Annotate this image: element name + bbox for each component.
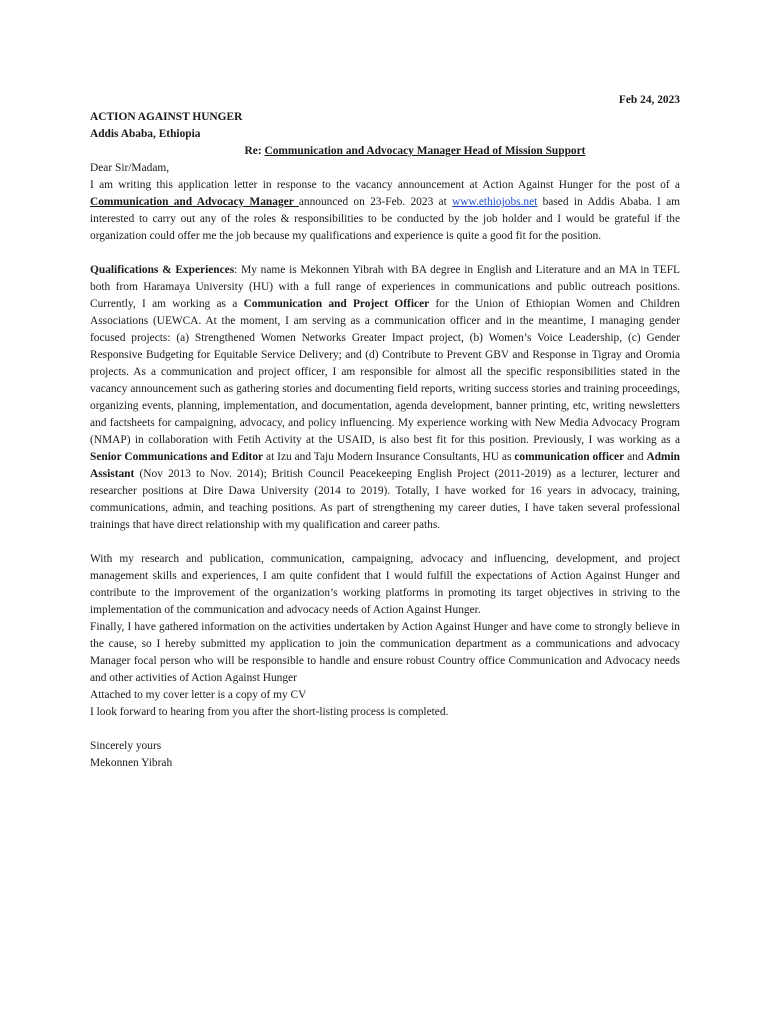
paragraph-skills: With my research and publication, communication, campaigning, advocacy and influencing, development, and project management skills and experiences, I am quite confident that I would fulfill the expectations of Action Against Hunger and contribute to the improvement of the organization’s working platforms in promoting its target objectives in striving to the implementation of the communication and advocacy needs of Action Against Hunger. [90,553,680,616]
paragraph-qualifications [90,262,680,534]
qual-text-c: for the Union of Ethiopian Women and Children Associations (UEWCA. At the moment, I am serving as a communication officer and in the meantime, I managing gender focused projects: (a) Strengthened Women Networks Greater Impact project, (b) Women’s Voice Leadership, (c) Gender Responsive Budgeting for Equitable Service Delivery; and (d) Contribute to Prevent GBV and Response in Tigray and Oromia projects. As a communication and project officer, I am responsible for almost all the specific responsibilities stated in the vacancy announcement such as gathering stories and documenting field reports, writing success stories and training proceedings, organizing events, planning, implementation, and documentation, agenda development, banner printing, etc, writing newsletters and factsheets for campaigning, advocacy, and policy influencing. My experience working with New Media Advocacy Program (NMAP) in collaboration with Fetih Activity at the USAID, is also best fit for this position. Previously, I was working as a [90,298,680,446]
paragraph-lookforward: I look forward to hearing from you after the short-listing process is completed. [90,706,449,718]
previous-role: Senior Communications and Editor [90,451,264,463]
qualifications-heading: Qualifications & Experiences [90,264,235,276]
letter-date: Feb 24, 2023 [618,94,680,106]
intro-text-d: based in Addis Ababa. I am interested to carry out any of the roles & responsibilities to be conducted by the job holder and I would be grateful if the organization could offer me the job because my qualifications and experience is quite a good fit for the position. [90,196,680,242]
letter-body [90,92,680,772]
role-admin-assistant: Admin Assistant [90,451,681,480]
qual-text-i: (Nov 2013 to Nov. 2014); British Council Peacekeeping English Project (2011-2019) as a lecturer, lecturer and researcher positions at Dire Dawa University (2014 to 2019). Totally, I have worked for 16 years in advocacy, training, communications, admin, and teaching positions. As part of strengthening my career duties, I have taken several professional trainings that have direct relationship with my qualification and career paths. [90,468,680,531]
qual-text-e: at Izu and Taju Modern Insurance Consultants, HU as [263,451,515,463]
paragraph-attachment: Attached to my cover letter is a copy of my CV [90,689,307,701]
subject-line [150,143,680,160]
signature-name: Mekonnen Yibrah [90,757,173,769]
position-title: Communication and Advocacy Manager [90,196,299,208]
salutation: Dear Sir/Madam, [90,162,170,174]
qual-text-a: : My name is Mekonnen Yibrah with BA degree in English and Literature and an MA in TEFL both from Haramaya University (HU) with a full range of experiences in communications and public outreach positions. Currently, I am working as a [90,264,680,310]
spacer [90,721,680,738]
ethiojobs-link[interactable]: www.ethiojobs.net [452,196,538,208]
qual-text-g: and [624,451,647,463]
intro-text-a: I am writing this application letter in response to the vacancy announcement at Action Against Hunger for the post of a [90,179,680,191]
subject-text: Communication and Advocacy Manager Head of Mission Support [264,145,586,157]
spacer [90,245,680,262]
recipient-location: Addis Ababa, Ethiopia [90,128,201,140]
role-communication-officer: communication officer [514,451,625,463]
paragraph-finally: Finally, I have gathered information on the activities undertaken by Action Against Hunger and have come to strongly believe in the cause, so I hereby submitted my application to join the communication department as a communications and advocacy Manager focal person who will be responsible to handle and ensure robust Country office Communication and Advocacy needs and other activities of Action Against Hunger [90,621,680,684]
paragraph-intro [90,177,680,245]
recipient-org: ACTION AGAINST HUNGER [90,111,243,123]
spacer [90,534,680,551]
current-role: Communication and Project Officer [243,298,430,310]
subject-prefix: Re: [244,145,265,157]
closing: Sincerely yours [90,740,162,752]
intro-text-c: announced on 23-Feb. 2023 at [298,196,453,208]
